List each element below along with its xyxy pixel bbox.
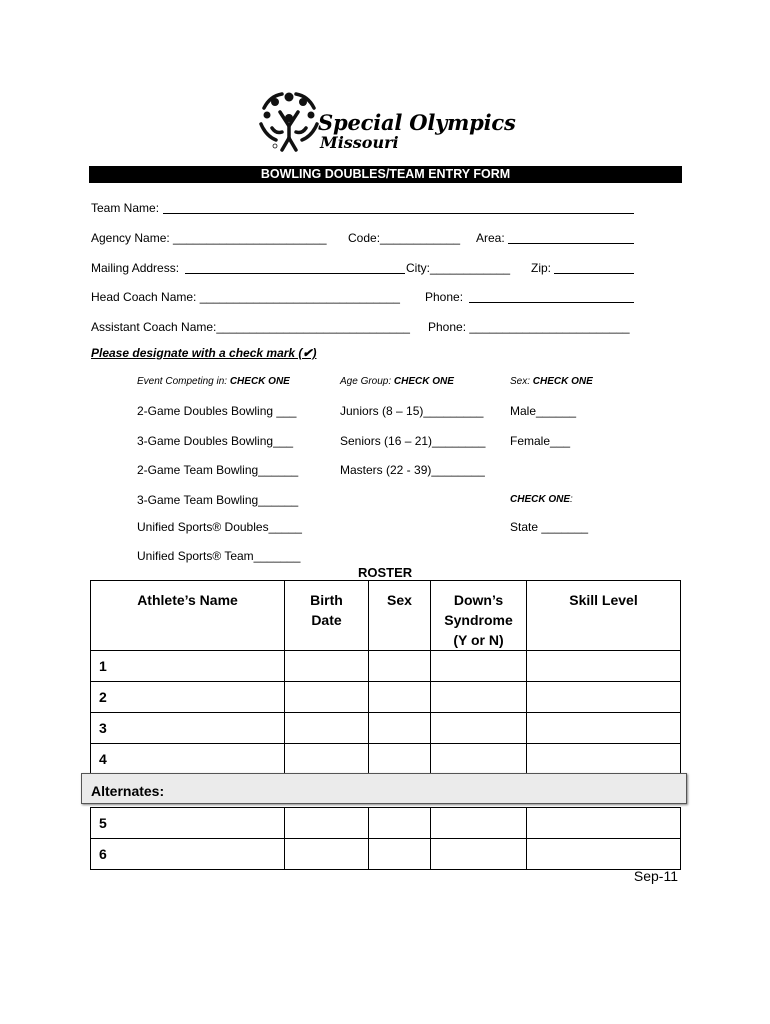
downs-cell[interactable] — [431, 682, 527, 713]
age-group-heading: Age Group: CHECK ONE — [340, 376, 454, 387]
birth-date-cell[interactable] — [285, 682, 369, 713]
logo-title: Special Olympics — [318, 110, 516, 135]
roster-table — [90, 580, 681, 870]
head-coach-field[interactable]: Head Coach Name: ______________________________ — [91, 290, 400, 304]
event-option[interactable]: Unified Sports® Doubles_____ — [137, 520, 302, 534]
age-group-option[interactable]: Juniors (8 – 15)_________ — [340, 404, 484, 418]
table-row — [91, 808, 681, 839]
event-option[interactable]: 2-Game Doubles Bowling ___ — [137, 404, 297, 418]
skill-level-header: Skill Level — [527, 581, 681, 651]
table-row — [91, 682, 681, 713]
birth-date-cell[interactable] — [285, 713, 369, 744]
zip-label: Zip: — [531, 261, 552, 275]
row-number[interactable]: 2 — [91, 682, 285, 713]
downs-cell[interactable] — [431, 651, 527, 682]
team-name-field[interactable] — [163, 213, 634, 214]
birth-date-cell[interactable] — [285, 839, 369, 870]
sex-cell[interactable] — [369, 713, 431, 744]
sex-cell[interactable] — [369, 839, 431, 870]
skill-cell[interactable] — [527, 651, 681, 682]
head-coach-phone-field[interactable] — [469, 302, 634, 303]
sex-header: Sex — [369, 581, 431, 651]
sex-option-female[interactable]: Female___ — [510, 434, 571, 448]
age-group-option[interactable]: Masters (22 - 39)________ — [340, 463, 485, 477]
downs-cell[interactable] — [431, 744, 527, 775]
row-number[interactable]: 3 — [91, 713, 285, 744]
skill-cell[interactable] — [527, 713, 681, 744]
city-field[interactable]: City:____________ — [406, 261, 511, 275]
roster-title: ROSTER — [358, 565, 413, 580]
event-option[interactable]: 2-Game Team Bowling______ — [137, 463, 299, 477]
code-field[interactable]: Code:____________ — [348, 231, 461, 245]
form-title: BOWLING DOUBLES/TEAM ENTRY FORM — [89, 166, 682, 183]
row-number[interactable]: 5 — [91, 808, 285, 839]
birth-date-cell[interactable] — [285, 808, 369, 839]
state-check-heading: CHECK ONE: — [510, 494, 573, 505]
row-number[interactable]: 6 — [91, 839, 285, 870]
head-coach-phone-label: Phone: — [425, 290, 464, 304]
mailing-address-label: Mailing Address: — [91, 261, 180, 275]
mailing-address-field[interactable] — [185, 273, 405, 274]
birth-date-cell[interactable] — [285, 651, 369, 682]
downs-cell[interactable] — [431, 808, 527, 839]
skill-cell[interactable] — [527, 839, 681, 870]
downs-cell[interactable] — [431, 839, 527, 870]
team-name-label: Team Name: — [91, 201, 160, 215]
event-option[interactable]: 3-Game Doubles Bowling___ — [137, 434, 294, 448]
designate-instruction: Please designate with a check mark (✔) — [91, 346, 317, 360]
sex-cell[interactable] — [369, 808, 431, 839]
agency-name-field[interactable]: Agency Name: _______________________ — [91, 231, 327, 245]
skill-cell[interactable] — [527, 808, 681, 839]
downs-cell[interactable] — [431, 713, 527, 744]
athlete-name-header: Athlete’s Name — [91, 581, 285, 651]
zip-field[interactable] — [554, 273, 634, 274]
table-row — [91, 713, 681, 744]
sex-heading: Sex: CHECK ONE — [510, 376, 593, 387]
table-row — [91, 651, 681, 682]
state-option[interactable]: State _______ — [510, 520, 589, 534]
event-heading: Event Competing in: CHECK ONE — [137, 376, 290, 387]
sex-option-male[interactable]: Male______ — [510, 404, 577, 418]
alternates-bar: Alternates: — [81, 773, 687, 804]
area-label: Area: — [476, 231, 505, 245]
skill-cell[interactable] — [527, 682, 681, 713]
event-option[interactable]: Unified Sports® Team_______ — [137, 549, 301, 563]
assistant-coach-phone-field[interactable]: Phone: ________________________ — [428, 320, 630, 334]
row-number[interactable]: 1 — [91, 651, 285, 682]
event-option[interactable]: 3-Game Team Bowling______ — [137, 493, 299, 507]
table-row — [91, 839, 681, 870]
birth-date-cell[interactable] — [285, 744, 369, 775]
age-group-option[interactable]: Seniors (16 – 21)________ — [340, 434, 486, 448]
skill-cell[interactable] — [527, 744, 681, 775]
sex-cell[interactable] — [369, 744, 431, 775]
assistant-coach-field[interactable]: Assistant Coach Name:_____________________________ — [91, 320, 410, 334]
table-row — [91, 744, 681, 775]
footer-date: Sep-11 — [633, 868, 678, 884]
sex-cell[interactable] — [369, 651, 431, 682]
downs-syndrome-header: Down’s Syndrome (Y or N) — [431, 581, 527, 651]
sex-cell[interactable] — [369, 682, 431, 713]
birth-date-header: Birth Date — [285, 581, 369, 651]
area-field[interactable] — [508, 243, 634, 244]
special-olympics-logo — [258, 88, 518, 154]
logo-subtitle: Missouri — [320, 133, 399, 152]
row-number[interactable]: 4 — [91, 744, 285, 775]
special-olympics-figures-logo-icon — [258, 88, 320, 154]
